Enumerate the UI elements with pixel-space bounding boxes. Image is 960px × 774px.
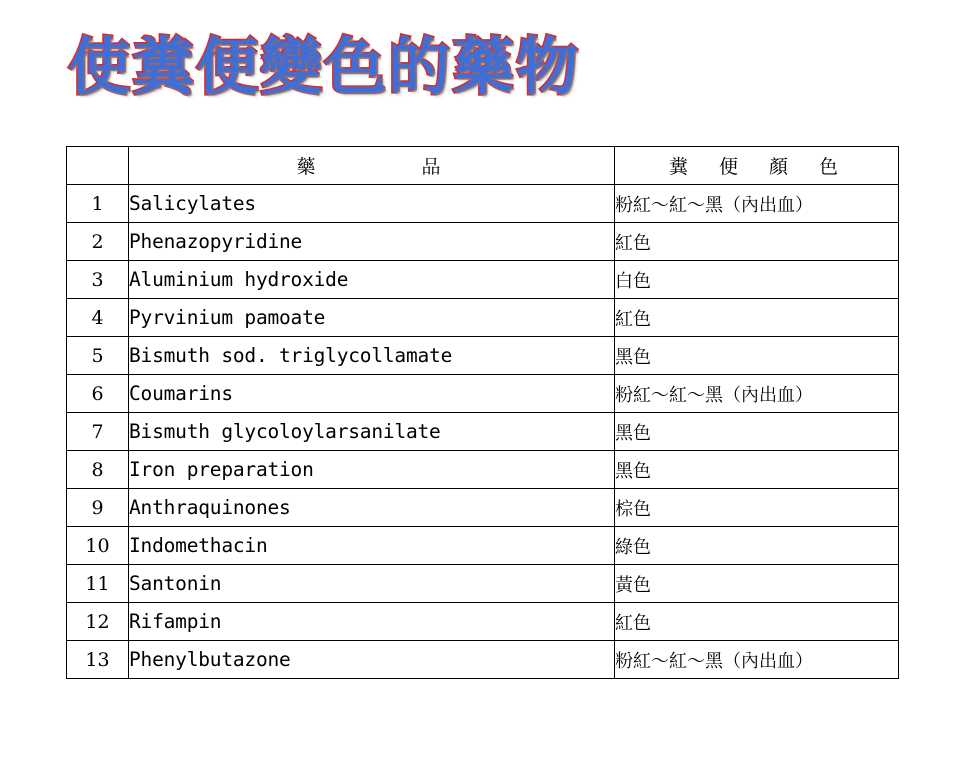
table-row: [67, 603, 899, 641]
drug-name: Bismuth glycoloylarsanilate: [129, 413, 615, 451]
row-number: 1: [67, 185, 129, 223]
table-row: [67, 489, 899, 527]
row-number: 13: [67, 641, 129, 679]
stool-color: 紅色: [615, 223, 899, 261]
stool-color: 粉紅～紅～黑（內出血）: [615, 375, 899, 413]
table-row: [67, 261, 899, 299]
table-row: [67, 641, 899, 679]
drug-name: Coumarins: [129, 375, 615, 413]
column-header-stool-color: 糞 便 顏 色: [615, 147, 899, 185]
table-row: [67, 527, 899, 565]
table-row: [67, 565, 899, 603]
row-number: 11: [67, 565, 129, 603]
drug-name: Bismuth sod. triglycollamate: [129, 337, 615, 375]
drug-name: Santonin: [129, 565, 615, 603]
row-number: 10: [67, 527, 129, 565]
table-row: [67, 337, 899, 375]
table-row: [67, 185, 899, 223]
table-row: [67, 299, 899, 337]
drug-name: Rifampin: [129, 603, 615, 641]
row-number: 12: [67, 603, 129, 641]
stool-color: 棕色: [615, 489, 899, 527]
page-title: 使糞便變色的藥物: [68, 30, 581, 103]
stool-color: 黑色: [615, 413, 899, 451]
stool-color: 白色: [615, 261, 899, 299]
stool-color: 粉紅～紅～黑（內出血）: [615, 185, 899, 223]
drug-name: Phenylbutazone: [129, 641, 615, 679]
drug-name: Pyrvinium pamoate: [129, 299, 615, 337]
table-row: [67, 375, 899, 413]
stool-color: 紅色: [615, 603, 899, 641]
table-body: [67, 185, 899, 679]
row-number: 8: [67, 451, 129, 489]
drug-stool-color-table-container: [66, 146, 898, 679]
stool-color: 紅色: [615, 299, 899, 337]
row-number: 2: [67, 223, 129, 261]
row-number: 7: [67, 413, 129, 451]
table-row: [67, 223, 899, 261]
column-header-number: [67, 147, 129, 185]
stool-color: 黑色: [615, 337, 899, 375]
drug-name: Indomethacin: [129, 527, 615, 565]
row-number: 6: [67, 375, 129, 413]
drug-stool-color-table: [66, 146, 899, 679]
row-number: 5: [67, 337, 129, 375]
table-row: [67, 413, 899, 451]
drug-name: Anthraquinones: [129, 489, 615, 527]
drug-name: Aluminium hydroxide: [129, 261, 615, 299]
stool-color: 綠色: [615, 527, 899, 565]
stool-color: 粉紅～紅～黑（內出血）: [615, 641, 899, 679]
stool-color: 黃色: [615, 565, 899, 603]
drug-name: Phenazopyridine: [129, 223, 615, 261]
stool-color: 黑色: [615, 451, 899, 489]
row-number: 4: [67, 299, 129, 337]
table-header-row: [67, 147, 899, 185]
drug-name: Salicylates: [129, 185, 615, 223]
row-number: 9: [67, 489, 129, 527]
drug-name: Iron preparation: [129, 451, 615, 489]
table-row: [67, 451, 899, 489]
column-header-drug: 藥 品: [129, 147, 615, 185]
row-number: 3: [67, 261, 129, 299]
